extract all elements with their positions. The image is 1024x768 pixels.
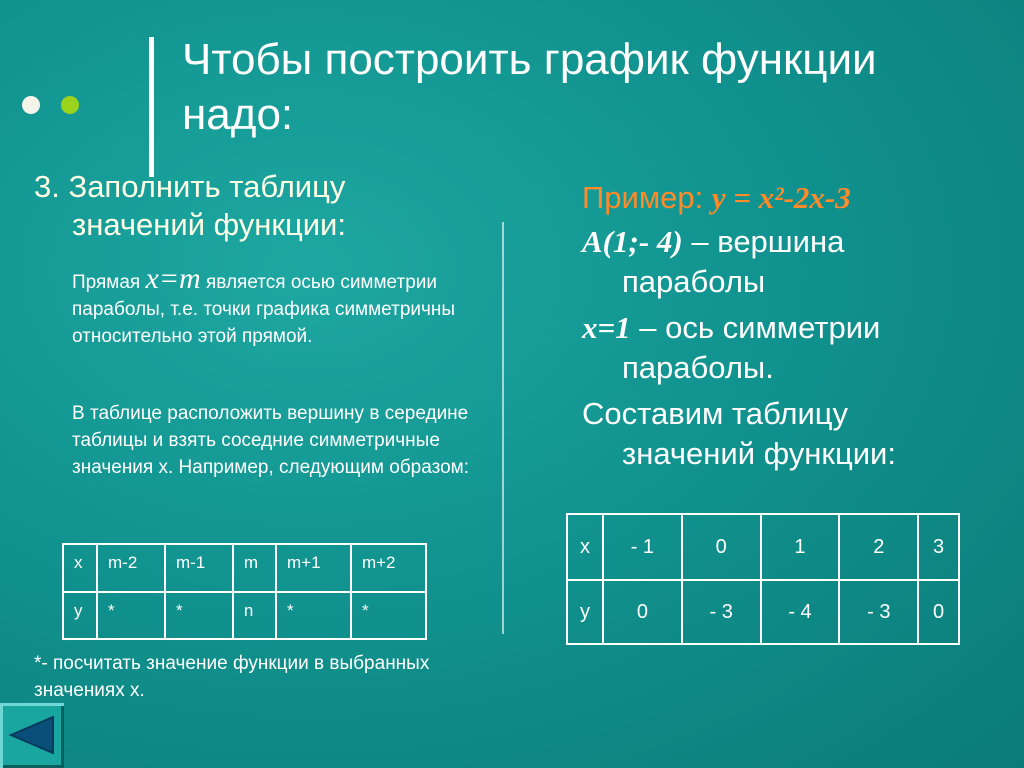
table-instruction-paragraph: В таблице расположить вершину в середине таблицы и взять соседние симметричные значения х. Например, следующим образом: — [72, 403, 469, 478]
table-cell: - 1 — [603, 514, 682, 580]
table-cell: 3 — [918, 514, 959, 580]
paragraph1-pre: Прямая — [72, 272, 146, 293]
table-row — [63, 592, 426, 639]
table-cell: 2 — [839, 514, 918, 580]
table-cell: m+1 — [276, 544, 351, 592]
vertex-text: – вершина — [682, 224, 845, 259]
paragraph1-post: является осью симметрии параболы, т.е. точки графика симметричны относительно этой прямой. — [72, 272, 456, 347]
step-heading-line1: 3. Заполнить таблицу — [34, 169, 346, 204]
table-cell: m — [233, 544, 276, 592]
footnote-text: *- посчитать значение функции в выбранных значениях х. — [34, 653, 430, 701]
table-cell: m+2 — [351, 544, 426, 592]
decorative-dot-white — [22, 96, 40, 114]
step-heading — [34, 168, 346, 244]
title-divider — [149, 37, 154, 177]
table-cell: - 3 — [839, 580, 918, 644]
example-formula: у = х²-2х-3 — [711, 180, 851, 215]
example-block — [582, 178, 1002, 474]
table-cell: * — [97, 592, 165, 639]
table-cell: m-2 — [97, 544, 165, 592]
axis-text: – ось симметрии — [630, 310, 881, 345]
table-cell: 0 — [603, 580, 682, 644]
vertex-text-continued: параболы — [622, 264, 766, 299]
example-label: Пример: — [582, 180, 712, 215]
vertex-point: А(1;- 4) — [582, 224, 683, 259]
axis-text-continued: параболы. — [622, 350, 774, 385]
slide-title: Чтобы построить график функции надо: — [182, 35, 877, 139]
table-cell: у — [567, 580, 603, 644]
compose-line2: значений функции: — [622, 436, 896, 471]
step-heading-line2: значений функции: — [72, 207, 346, 242]
symmetry-formula: x=m — [145, 262, 201, 295]
table-cell: - 4 — [761, 580, 840, 644]
table-cell: * — [165, 592, 233, 639]
generic-value-table — [62, 543, 427, 640]
table-cell: * — [276, 592, 351, 639]
table-cell: х — [567, 514, 603, 580]
column-divider — [502, 222, 504, 634]
symmetry-paragraph — [72, 262, 472, 350]
table-row — [567, 514, 959, 580]
table-cell: - 3 — [682, 580, 761, 644]
table-cell: х — [63, 544, 97, 592]
back-button[interactable] — [0, 703, 64, 768]
footnote — [34, 650, 454, 704]
example-value-table — [566, 513, 960, 645]
table-cell: m-1 — [165, 544, 233, 592]
table-cell: у — [63, 592, 97, 639]
table-cell: 0 — [682, 514, 761, 580]
back-arrow-icon — [9, 715, 55, 755]
axis-point: х=1 — [582, 310, 631, 345]
compose-line1: Составим таблицу — [582, 396, 849, 431]
table-row — [567, 580, 959, 644]
table-row — [63, 544, 426, 592]
table-cell: 1 — [761, 514, 840, 580]
table-cell: * — [351, 592, 426, 639]
table-cell: n — [233, 592, 276, 639]
table-cell: 0 — [918, 580, 959, 644]
decorative-dot-green — [61, 96, 79, 114]
